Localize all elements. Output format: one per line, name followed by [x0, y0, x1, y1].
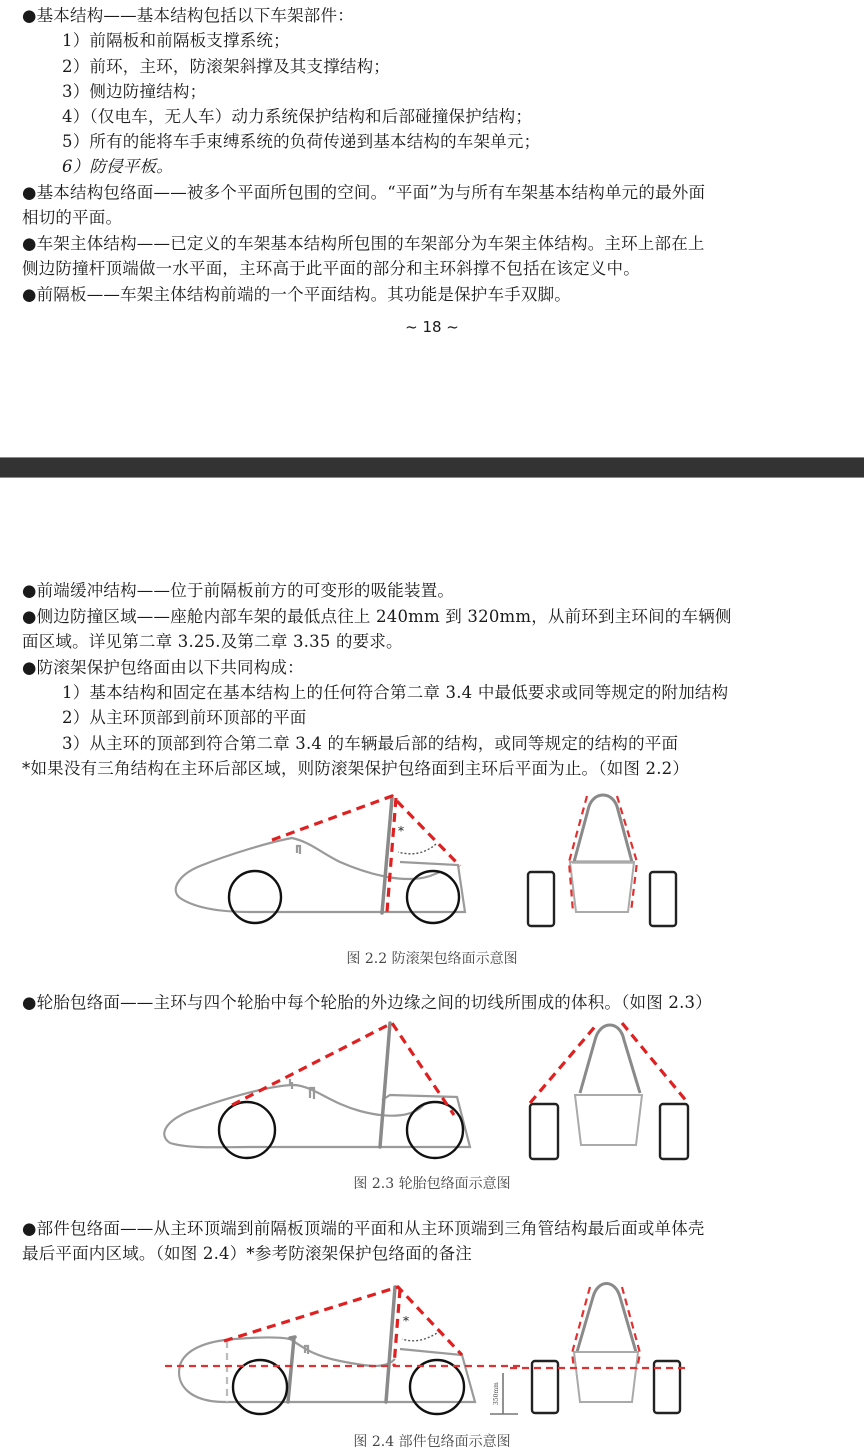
annotation-asterisk: * [403, 1314, 409, 1328]
figure-2-4-caption: 图 2.4 部件包络面示意图 [353, 1434, 511, 1450]
figure-2-2-front-view [510, 780, 710, 930]
dimension-label: 350mm [493, 1382, 500, 1405]
figure-2-3-caption: 图 2.3 轮胎包络面示意图 [353, 1176, 511, 1192]
definition-rollover-envelope: ●防滚架保护包络面由以下共同构成： [22, 658, 304, 677]
list-item-2: 2）前环，主环，防滚架斜撑及其支撑结构； [62, 57, 390, 76]
page-separator [0, 457, 864, 478]
list-item-1: 1）前隔板和前隔板支撑系统； [62, 31, 290, 50]
definition-major-structure: ●车架主体结构——已定义的车架基本结构所包围的车架部分为车架主体结构。主环上部在上 [22, 234, 705, 253]
definition-side-impact-zone-cont: 面区域。详见第二章 3.25.及第二章 3.35 的要求。 [22, 632, 403, 651]
figure-2-3-front-view [510, 1015, 710, 1165]
definition-primary-structure: ●基本结构——基本结构包括以下车架部件： [22, 6, 354, 25]
figure-2-4-front-view [510, 1275, 710, 1425]
figure-2-4-side-view [150, 1275, 520, 1425]
definition-front-bulkhead: ●前隔板——车架主体结构前端的一个平面结构。其功能是保护车手双脚。 [22, 285, 571, 304]
rollover-item-2: 2）从主环顶部到前环顶部的平面 [62, 708, 307, 727]
list-item-3: 3）侧边防撞结构； [62, 82, 207, 101]
definition-major-structure-cont: 侧边防撞杆顶端做一水平面，主环高于此平面的部分和主环斜撑不包括在该定义中。 [22, 259, 640, 278]
list-item-6: 6）防侵平板。 [62, 157, 173, 176]
rollover-note: *如果没有三角结构在主环后部区域，则防滚架保护包络面到主环后平面为止。（如图 2.2） [22, 759, 690, 778]
annotation-asterisk: * [398, 824, 404, 838]
definition-component-envelope-cont: 最后平面内区域。（如图 2.4）*参考防滚架保护包络面的备注 [22, 1244, 472, 1263]
document-page-18 [0, 0, 864, 457]
definition-side-impact-zone: ●侧边防撞区域——座舱内部车架的最低点往上 240mm 到 320mm，从前环到主环间的车辆侧 [22, 607, 732, 626]
rollover-item-1: 1）基本结构和固定在基本结构上的任何符合第二章 3.4 中最低要求或同等规定的附加结构 [62, 683, 729, 702]
definition-primary-structure-envelope-cont: 相切的平面。 [22, 208, 123, 227]
document-page-19 [0, 478, 864, 1454]
figure-2-2-caption: 图 2.2 防滚架包络面示意图 [346, 951, 518, 967]
definition-impact-attenuator: ●前端缓冲结构——位于前隔板前方的可变形的吸能装置。 [22, 581, 455, 600]
list-item-5: 5）所有的能将车手束缚系统的负荷传递到基本结构的车架单元； [62, 132, 541, 151]
figure-2-2-side-view [160, 780, 480, 930]
rollover-item-3: 3）从主环的顶部到符合第二章 3.4 的车辆最后部的结构，或同等规定的结构的平面 [62, 734, 679, 753]
page-number: ~ 18 ~ [405, 318, 459, 336]
definition-tyre-envelope: ●轮胎包络面——主环与四个轮胎中每个轮胎的外边缘之间的切线所围成的体积。（如图 2.3） [22, 993, 712, 1012]
list-item-4: 4）（仅电车，无人车）动力系统保护结构和后部碰撞保护结构； [62, 107, 533, 126]
figure-2-3-side-view [150, 1015, 480, 1165]
definition-primary-structure-envelope: ●基本结构包络面——被多个平面所包围的空间。“平面”为与所有车架基本结构单元的最外面 [22, 183, 706, 202]
definition-component-envelope: ●部件包络面——从主环顶端到前隔板顶端的平面和从主环顶端到三角管结构最后面或单体壳 [22, 1219, 705, 1238]
